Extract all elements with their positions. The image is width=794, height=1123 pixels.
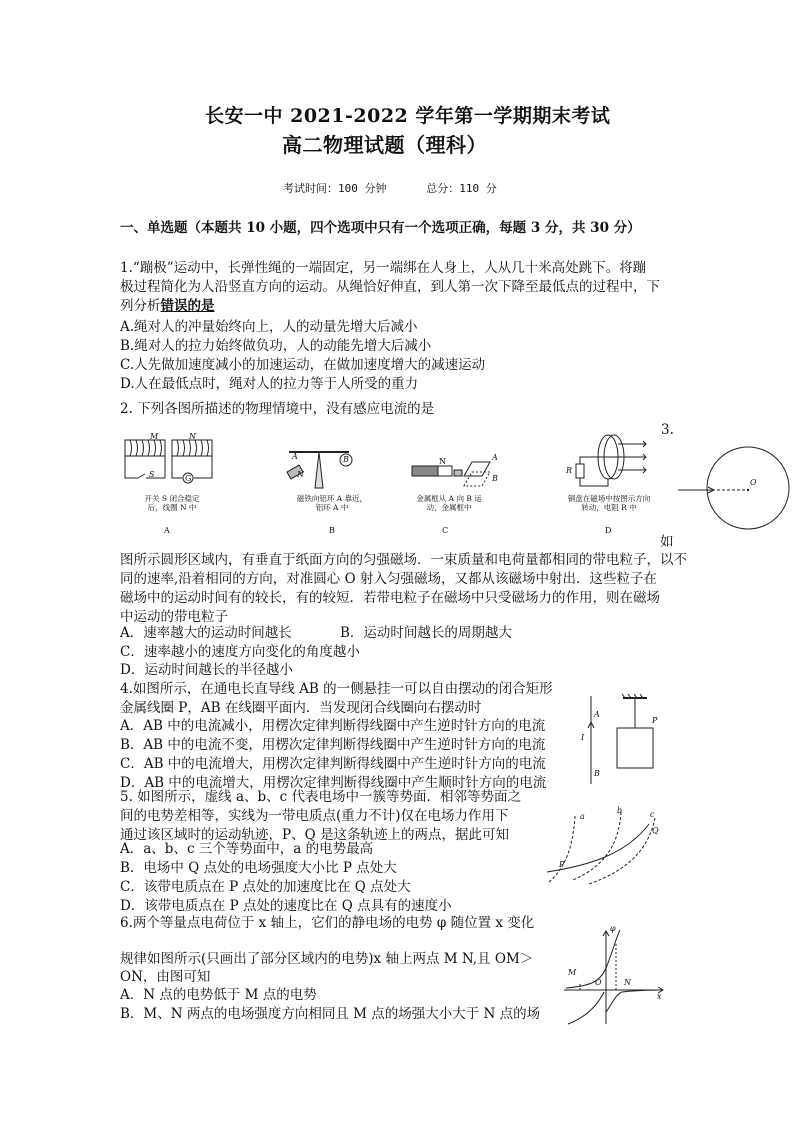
q1-line2: 极过程简化为人沿竖直方向的运动。从绳恰好伸直，到人第一次下降至最低点的过程中，下 (120, 279, 660, 295)
q2-figure-b (284, 440, 354, 490)
q1-line1: 1.“蹦极”运动中，长弹性绳的一端固定，另一端绑在人身上，人从几十米高处跳下。将蹦 (120, 260, 647, 276)
q5-line3: 通过该区域时的运动轨迹，P、Q 是这条轨迹上的两点，据此可知 (120, 827, 509, 843)
q3-option-d: D．运动时间越长的半径越小 (120, 662, 293, 678)
q5-fig-c: c (650, 810, 655, 819)
q6-options (120, 986, 540, 1024)
fig-c-label-a: A (492, 453, 498, 462)
q5-option-a: A．a、b、c 三个等势面中，a 的电势最高 (120, 841, 374, 857)
q6-fig-n: N (624, 978, 631, 987)
q6-option-b: B．M、N 两点的电场强度方向相同且 M 点的场强大小大于 N 点的场 (120, 1006, 541, 1022)
q3-line2: 同的速率,沿着相同的方向，对准圆心 O 射入匀强磁场，又都从该磁场中射出．这些粒子在 (120, 571, 657, 587)
fig-c-label-n: N (439, 457, 446, 466)
exam-title: 长安一中 2021-2022 学年第一学期期末考试 (205, 105, 611, 127)
q1-line3-prefix: 列分析 (120, 298, 161, 314)
q5-figure (545, 808, 665, 888)
q4-fig-p: P (652, 716, 658, 725)
q4-line1: 4.如图所示，在通电长直导线 AB 的一侧悬挂一可以自由摆动的闭合矩形 (120, 681, 553, 697)
q5-line1: 5. 如图所示，虚线 a、b、c 代表电场中一簇等势面．相邻等势面之 (120, 789, 522, 805)
fig-d-caption: 铜盘在磁场中按图示方向转动，电阻 R 中 (567, 494, 651, 512)
fig-a-label-n: N (189, 432, 196, 441)
q4-line2: 金属线圈 P，AB 在线圈平面内．当发现闭合线圈向右摆动时 (120, 700, 482, 716)
q3-line4: 中运动的带电粒子 (120, 609, 228, 625)
q2-figure-d (566, 430, 656, 492)
fig-c-label-b: B (492, 474, 498, 483)
q6-line3: ON，由图可知 (120, 969, 211, 985)
fig-a-label-g: G (185, 474, 192, 483)
fig-b-letter: B (329, 526, 335, 535)
q6-fig-m: M (568, 968, 577, 977)
q2-figure-a (122, 430, 217, 490)
q5-option-d: D．该带电质点在 P 点处的速度比在 Q 点具有的速度小 (120, 898, 452, 914)
q2-stem: 2. 下列各图所描述的物理情境中，没有感应电流的是 (120, 401, 435, 417)
q4-option-d: D．AB 中的电流增大，用楞次定律判断得线圈中产生顺时针方向的电流 (120, 775, 547, 791)
q5-fig-p: P (559, 860, 565, 869)
fig-b-caption: 磁铁向铝环 A 靠近，铝环 A 中 (296, 494, 368, 512)
q6-fig-o: O (595, 978, 602, 987)
q3-line3: 磁场中的运动时间有的较长，有的较短．若带电粒子在磁场中只受磁场力的作用，则在磁场 (120, 590, 660, 606)
q6-fig-phi: φ (610, 924, 616, 933)
q4-stem (120, 680, 553, 718)
q5-line2: 间的电势差相等，实线为一带电质点(重力不计)仅在电场力作用下 (120, 808, 509, 824)
fig-a-label-m: M (150, 432, 159, 441)
q3-option-a: A．速率越大的运动时间越长 (120, 625, 292, 641)
q5-fig-q: Q (652, 826, 659, 835)
q1-option-c: C.人先做加速度减小的加速运动，在做加速度增大的减速运动 (120, 357, 486, 373)
q5-fig-a: a (580, 812, 585, 821)
q1-emphasis: 错误的是 (160, 298, 215, 314)
q5-stem (120, 788, 521, 845)
q2-figure-c (408, 446, 503, 491)
exam-subtitle: 高二物理试题（理科） (282, 133, 487, 157)
fig-a-letter: A (164, 526, 170, 535)
fig-d-label-r: R (566, 466, 573, 475)
fig-b-label-n: N (297, 470, 304, 479)
q6-line1: 6.两个等量点电荷位于 x 轴上，它们的静电场的电势 φ 随位置 x 变化 (120, 915, 535, 931)
q1-stem (120, 259, 660, 316)
q1-option-b: B.绳对人的拉力始终做负功，人的动能先增大后减小 (120, 338, 432, 354)
fig-b-label-b: B (343, 455, 349, 464)
q6-fig-x: x (657, 992, 662, 1001)
q3-option-b: B．运动时间越长的周期越大 (340, 625, 512, 641)
fig-a-caption: 开关 S 闭合稳定后，线圈 N 中 (144, 494, 200, 512)
q3-fig-o: O (750, 478, 757, 487)
q4-fig-b: B (594, 769, 600, 778)
q5-option-c: C．该带电质点在 P 点处的加速度比在 Q 点处大 (120, 879, 411, 895)
q6-figure (560, 928, 670, 1028)
q5-fig-b: b (617, 806, 623, 815)
q4-options (120, 717, 546, 793)
q4-option-b: B．AB 中的电流不变，用楞次定律判断得线圈中产生逆时针方向的电流 (120, 737, 546, 753)
fig-a-label-s: S (149, 470, 155, 479)
q4-option-c: C．AB 中的电流增大，用楞次定律判断得线圈中产生逆时针方向的电流 (120, 756, 546, 772)
q4-option-a: A．AB 中的电流减小，用楞次定律判断得线圈中产生逆时针方向的电流 (120, 718, 546, 734)
q6-option-a: A．N 点的电势低于 M 点的电势 (120, 987, 317, 1003)
section-heading: 一、单选题（本题共 10 小题，四个选项中只有一个选项正确，每题 3 分，共 30 分） (120, 220, 641, 236)
q1-option-d: D.人在最低点时，绳对人的拉力等于人所受的重力 (120, 376, 419, 392)
q3-ru: 如 (660, 534, 674, 550)
fig-b-label-a: A (292, 452, 298, 461)
q1-line3 (120, 297, 660, 316)
q3-option-c: C．速率越小的速度方向变化的角度越小 (120, 644, 360, 660)
fig-c-caption: 金属框从 A 向 B 运动，金属框中 (416, 494, 482, 512)
fig-d-letter: D (605, 526, 612, 535)
q4-fig-a: A (594, 710, 600, 719)
q1-options (120, 318, 485, 394)
q3-number: 3. (661, 422, 674, 438)
q3-stem (120, 551, 687, 627)
q3-line1: 图所示圆形区域内，有垂直于纸面方向的匀强磁场．一束质量和电荷量都相同的带电粒子，以不 (120, 552, 687, 568)
q4-fig-i: I (581, 733, 585, 742)
q6-line2: 规律如图所示(只画出了部分区域内的电势)x 轴上两点 M N,且 OM＞ (120, 951, 534, 967)
exam-info: 考试时间：100 分钟 总分：110 分 (283, 182, 497, 195)
q5-options (120, 840, 452, 916)
q5-option-b: B．电场中 Q 点处的电场强度大小比 P 点处大 (120, 860, 397, 876)
q1-option-a: A.绳对人的冲量始终向上，人的动量先增大后减小 (120, 319, 418, 335)
q3-figure-circle (678, 452, 778, 532)
fig-c-letter: C (442, 526, 449, 535)
